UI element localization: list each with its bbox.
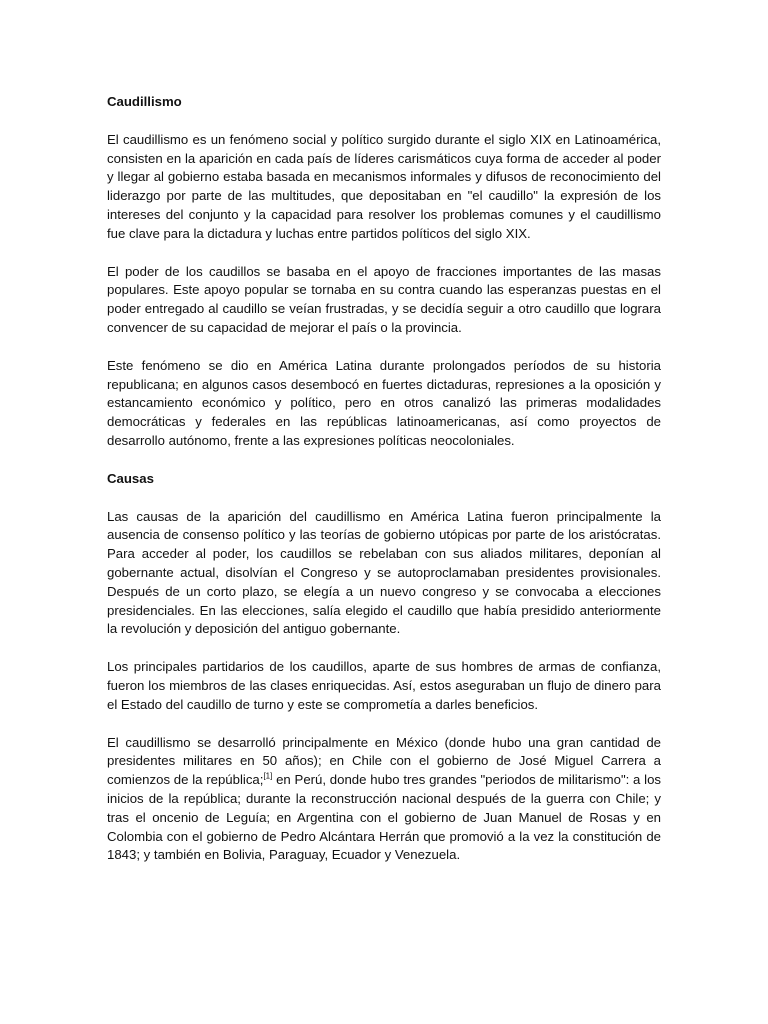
paragraph-6-part-2: en Perú, donde hubo tres grandes "periodos de militarismo": a los inicios de la república; durante la reconstrucción nacional después de la guerra con Chile; y tras el oncenio de Leguía; en Argentina con el gobierno de Juan Manuel de Rosas y en Colombia con el gobierno de Pedro Alcántara Herrán que promovió a la vez la constitución de 1843; y también en Bolivia, Paraguay, Ecuador y Venezuela. bbox=[107, 772, 662, 863]
paragraph-2: El poder de los caudillos se basaba en el apoyo de fracciones importantes de las masas populares. Este apoyo popular se tornaba en su contra cuando las esperanzas puestas en el poder entregado al caudillo se veían frustradas, y se decidía seguir a otro caudillo que lograra convencer de su capacidad de mejorar el país o la provincia. bbox=[107, 263, 661, 335]
paragraph-6-part-1: El caudillismo se desarrolló principalmente en México (donde hubo una gran cantidad de presidentes militares en 50 años); en Chile con el gobierno de José Miguel Carrera a comienzos de la república; bbox=[107, 734, 661, 788]
paragraph-3: Este fenómeno se dio en América Latina durante prolongados períodos de su historia republicana; en algunos casos desembocó en fuertes dictaduras, represiones a la oposición y estancamiento económico y político, pero en otros canalizó las primeras modalidades democráticas y federales en las repúblicas latinoamericanas, así como proyectos de desarrollo autónomo, frente a las expresiones políticas neocoloniales. bbox=[107, 357, 661, 448]
paragraph-5: Los principales partidarios de los caudillos, aparte de sus hombres de armas de confianza, fueron los miembros de las clases enriquecidas. Así, estos aseguraban un flujo de dinero para el Estado del caudillo de turno y este se comprometía a darles beneficios. bbox=[107, 659, 661, 712]
paragraph-1: El caudillismo es un fenómeno social y político surgido durante el siglo XIX en Latinoamérica, consisten en la aparición en cada país de líderes carismáticos cuya forma de acceder al poder y llegar al gobierno estaba basada en mecanismos informales y difusos de reconocimiento del liderazgo por parte de las multitudes, que depositaban en "el caudillo" la expresión de los intereses del conjunto y la capacidad para resolver los problemas comunes y el caudillismo fue clave para la dictadura y luchas entre partidos políticos del siglo XIX. bbox=[107, 131, 661, 241]
heading-causas: Causas bbox=[107, 470, 154, 486]
footnote-reference[interactable]: [1] bbox=[263, 771, 273, 781]
heading-caudillismo: Caudillismo bbox=[107, 94, 182, 109]
paragraph-4: Las causas de la aparición del caudillismo en América Latina fueron principalmente la ausencia de consenso político y las teorías de gobierno utópicas por parte de los aristócratas. Para acceder al poder, los caudillos se rebelaban con sus aliados militares, deponían al gobernante actual, disolvían el Congreso y se autoproclamaban presidentes provisionales. Después de un corto plazo, se elegía a un nuevo congreso y se convocaba a elecciones presidenciales. En las elecciones, salía elegido el caudillo que había presidido anteriormente la revolución y deposición del antiguo gobernante. bbox=[107, 508, 661, 637]
document-page bbox=[107, 93, 661, 884]
paragraph-6 bbox=[107, 734, 661, 866]
